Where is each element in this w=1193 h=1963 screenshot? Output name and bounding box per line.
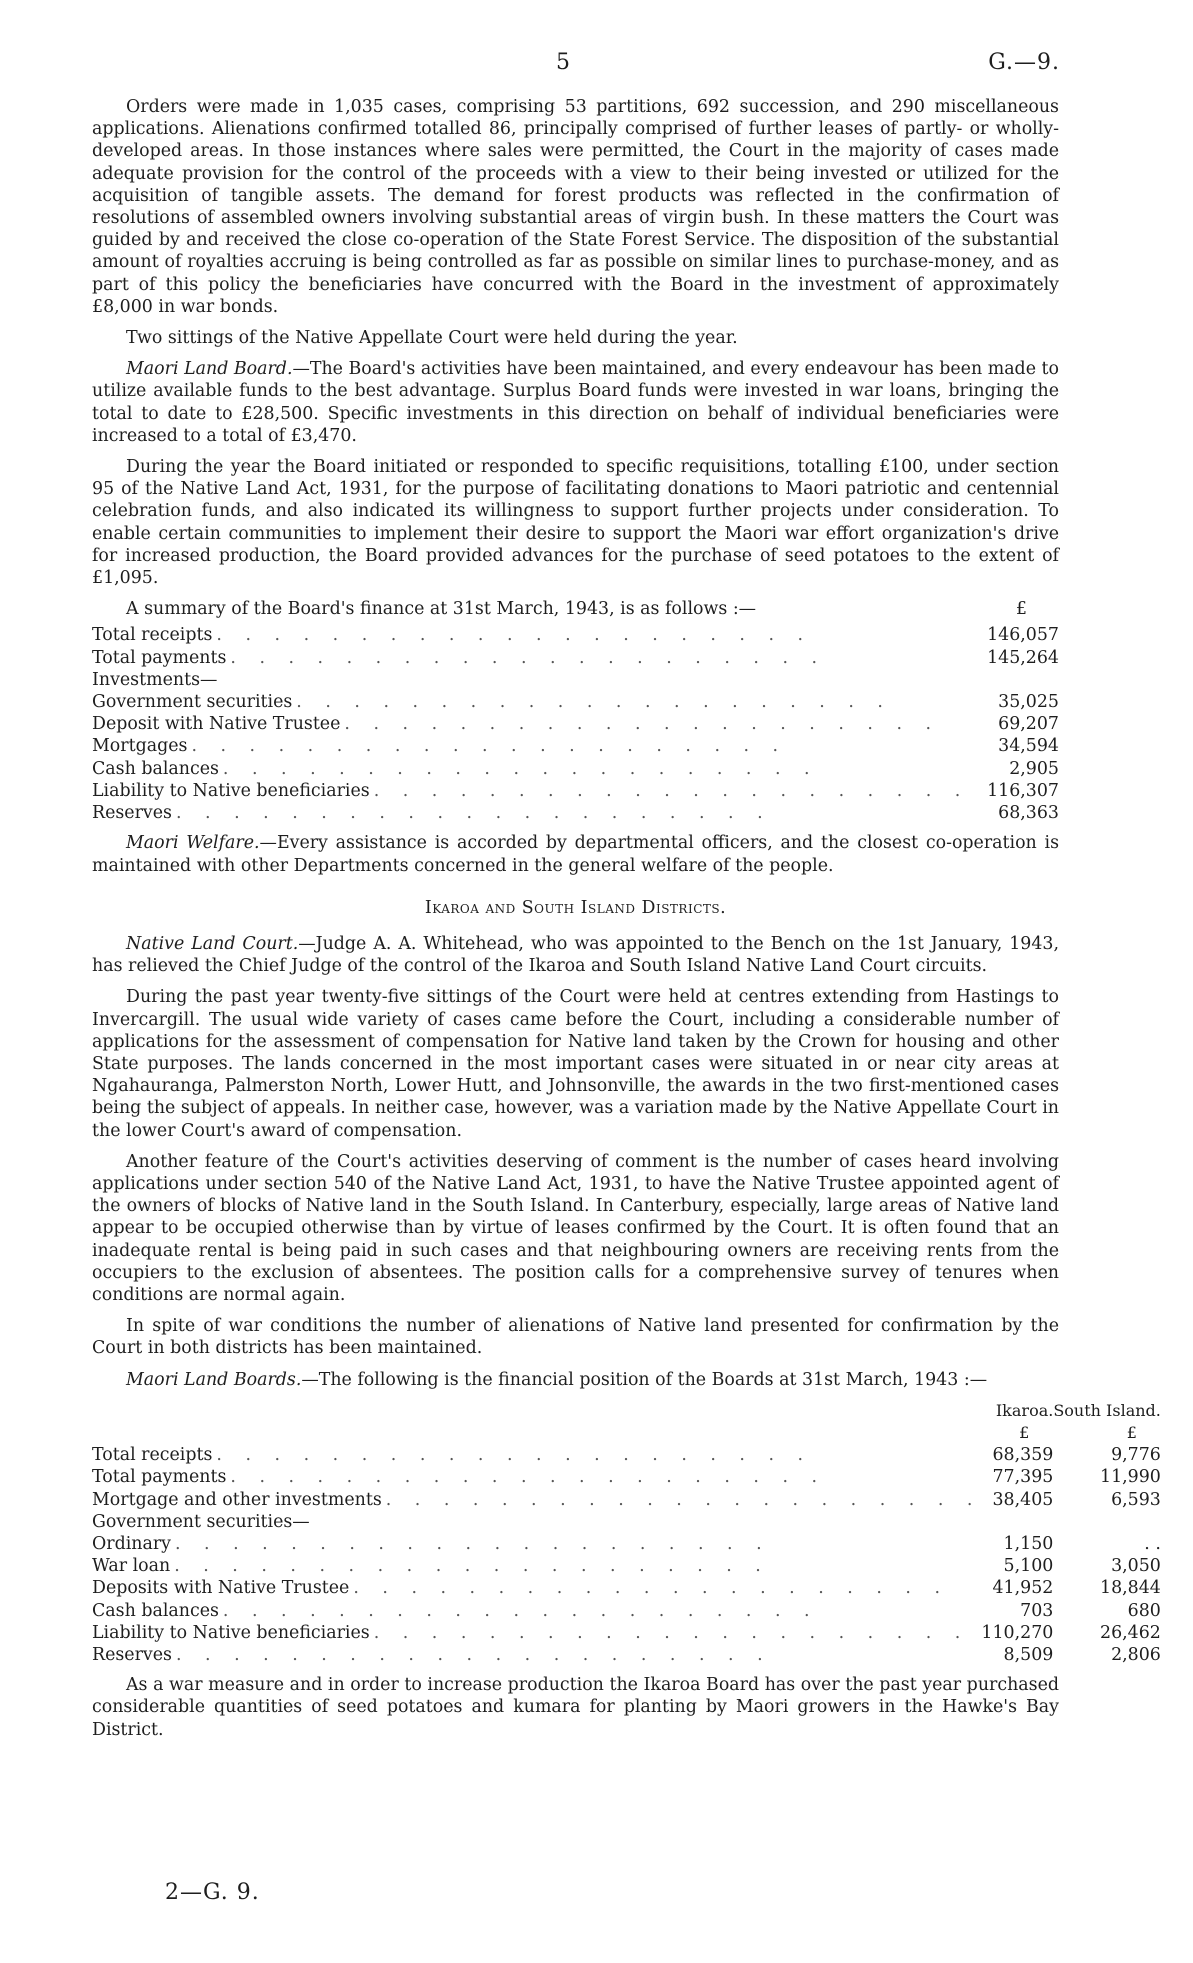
dot-leader: . . . . . . . . . . . . . . . . . . . . . [222,1600,819,1621]
paragraph-welfare: Maori Welfare.—Every assistance is accorded by departmental officers, and the closest co-operation is maintained with other Departments concerned in the general welfare of the people. [92,833,1060,876]
dot-leader: . . . . . . . . . . . . . . . . . . . . . [230,647,827,668]
dot-leader: . . . . . . . . . . . . . . . . . . . . . [174,1533,771,1554]
row-label: Total payments . . . . . . . . . . . . . . . . . . . . . [92,1467,827,1488]
ikaroa-value [981,1511,1053,1533]
dot-leader: . . . . . . . . . . . . . . . . . . . . . [373,780,970,801]
ikaroa-value: 703 [1020,1600,1054,1621]
row-label: Reserves . . . . . . . . . . . . . . . . . . . . . [92,803,772,824]
row-label: Mortgages . . . . . . . . . . . . . . . . . . . . . [92,736,788,757]
row-value: 145,264 [987,647,1059,668]
south-island-value [1053,1511,1193,1533]
paragraph-war-measure: As a war measure and in order to increase production the Ikaroa Board has over the past year purchased considerable quantities of seed potatoes and kumara for planting by Maori growers in the Hawke's Bay District. [92,1675,1059,1740]
dot-leader: . . . . . . . . . . . . . . . . . . . . . [174,1556,770,1577]
row-value: 35,025 [998,692,1059,713]
body-text [92,96,1161,1750]
paragraph-land-boards: Maori Land Boards.—The following is the financial position of the Boards at 31st March, 1943 :— [126,1369,988,1390]
column-header-south-island: South Island. [1053,1400,1161,1420]
ikaroa-value: 5,100 [1003,1556,1054,1577]
table-row [92,1555,1193,1577]
paragraph-section-540: Another feature of the Court's activities deserving of comment is the number of cases heard involving applications under section 540 of the Native Land Act, 1931, to have the Native Trustee appointed agent of the owners of blocks of Native land in the South Island. In Canterbury, especially, large areas of Native land appear to be occupied otherwise than by virtue of leases confirmed by the Court. It is often found that an inadequate rental is being paid in such cases and that neighbouring owners are receiving rents from the occupiers to the exclusion of absentees. The position calls for a comprehensive survey of tenures when conditions are normal again. [92,1151,1059,1305]
row-label: Deposits with Native Trustee . . . . . . . . . . . . . . . . . . . . . [92,1578,949,1599]
row-label: Total payments . . . . . . . . . . . . . . . . . . . . . [92,647,827,668]
paragraph-land-board: Maori Land Board.—The Board's activities have been maintained, and every endeavour has been made to utilize available funds to the best advantage. Surplus Board funds were invested in war loans, bringing the total to date to £28,500. Specific investments in this direction on behalf of individual beneficiaries were increased to a total of £3,470. [92,359,1060,446]
dot-leader: . . . . . . . . . . . . . . . . . . . . . [230,1467,827,1488]
row-label: Total receipts . . . . . . . . . . . . . . . . . . . . . [92,1445,813,1466]
row-label: Deposit with Native Trustee . . . . . . . . . . . . . . . . . . . . . [92,714,941,735]
currency-symbol: £ [1015,599,1027,620]
currency-symbol: £ [1126,1422,1137,1442]
south-island-value: 9,776 [1111,1445,1161,1466]
dot-leader: . . . . . . . . . . . . . . . . . . . . . [216,1445,813,1466]
paragraph-appellate: Two sittings of the Native Appellate Court were held during the year. [126,328,738,349]
paragraph-sittings: During the past year twenty-five sittings of the Court were held at centres extending from Hastings to Invercargill. The usual wide variety of cases came before the Court, including a considerable number of applications for the assessment of compensation for Native land taken by the Crown for housing and other State purposes. The lands concerned in the most important cases were situated in or near city areas at Ngahauranga, Palmerston North, Lower Hutt, and Johnsonville, the awards in the two first-mentioned cases being the subject of appeals. In neither case, however, was a variation made by the Native Appellate Court in the lower Court's award of compensation. [92,987,1059,1141]
ikaroa-value: 8,509 [1003,1645,1054,1665]
signature-mark: 2—G. 9. [165,1880,260,1905]
row-label: Liability to Native beneficiaries . . . . . . . . . . . . . . . . . . . . . [92,780,970,801]
table-row [92,647,1059,669]
table-row [92,758,1059,780]
paragraph-requisitions: During the year the Board initiated or responded to specific requisitions, totalling £100, under section 95 of the Native Land Act, 1931, for the purpose of facilitating donations to Maori patriotic and centennial celebration funds, and also indicated its willingness to support further projects under consideration. To enable certain communities to implement their desire to support the Maori war effort organization's drive for increased production, the Board provided advances for the purchase of seed potatoes to the extent of £1,095. [92,457,1059,589]
run-in-heading: Maori Land Board. [126,359,293,380]
document-reference: G.—9. [988,50,1060,75]
row-label: Government securities— [92,1511,981,1533]
south-island-value: 18,844 [1100,1578,1161,1599]
row-value: 69,207 [998,714,1059,735]
dot-leader: . . . . . . . . . . . . . . . . . . . . . [216,625,813,646]
row-value [969,669,1059,691]
run-in-heading: Maori Welfare. [126,833,260,854]
dot-leader: . . . . . . . . . . . . . . . . . . . . . [373,1622,970,1643]
board-finance-table [92,624,1059,824]
dot-leader: . . . . . . . . . . . . . . . . . . . . . [191,736,788,757]
table-row [92,802,1059,824]
row-label: Total receipts . . . . . . . . . . . . . . . . . . . . . [92,625,813,646]
column-header-ikaroa: Ikaroa. [995,1400,1054,1420]
boards-finance-table [92,1400,1193,1666]
ikaroa-value: 77,395 [992,1467,1054,1488]
dot-leader: . . . . . . . . . . . . . . . . . . . . . [385,1489,982,1510]
row-label: Cash balances . . . . . . . . . . . . . . . . . . . . . [92,758,819,779]
run-in-heading: Native Land Court. [126,933,299,954]
south-island-value: 680 [1127,1600,1161,1621]
table-row [92,780,1059,802]
ikaroa-value: 68,359 [992,1445,1054,1466]
summary-intro: A summary of the Board's finance at 31st March, 1943, is as follows :— £ [92,598,1059,620]
table-row [92,691,1059,713]
run-in-heading: Maori Land Boards. [126,1369,302,1390]
ikaroa-value: 1,150 [1003,1533,1054,1554]
dot-leader: . . . . . . . . . . . . . . . . . . . . . [344,714,941,735]
paragraph-orders: Orders were made in 1,035 cases, comprising 53 partitions, 692 succession, and 290 miscellaneous applications. Alienations confirmed totalled 86, principally comprised of further leases of partly- or wholly-developed areas. In those instances where sales were permitted, the Court in the majority of cases made adequate provision for the control of the proceeds with a view to their being invested or utilized for the acquisition of tangible assets. The demand for forest products was reflected in the confirmation of resolutions of assembled owners involving substantial areas of virgin bush. In these matters the Court was guided by and received the close co-operation of the State Forest Service. The disposition of the substantial amount of royalties accruing is being controlled as far as possible on similar lines to purchase-money, and as part of this policy the beneficiaries have concurred with the Board in the investment of approximately £8,000 in war bonds. [92,97,1059,317]
row-label: Reserves . . . . . . . . . . . . . . . . . . . . . [92,1645,772,1665]
table-column-headers [92,1400,1193,1422]
dot-leader: . . . . . . . . . . . . . . . . . . . . . [222,758,819,779]
row-label: Ordinary . . . . . . . . . . . . . . . . . . . . . [92,1533,771,1554]
row-label: Cash balances . . . . . . . . . . . . . . . . . . . . . [92,1600,819,1621]
table-row [92,1644,1193,1666]
page-number: 5 [556,50,570,75]
table-row [92,1444,1193,1466]
paragraph-alienations: In spite of war conditions the number of alienations of Native land presented for confirmation by the Court in both districts has been maintained. [92,1316,1059,1359]
row-label: Liability to Native beneficiaries . . . . . . . . . . . . . . . . . . . . . [92,1622,970,1643]
table-row [92,1466,1193,1488]
south-island-value: . . [1144,1533,1161,1554]
dot-leader: . . . . . . . . . . . . . . . . . . . . . [353,1578,949,1599]
table-row [92,669,1059,691]
table-row [92,624,1059,646]
south-island-value: 6,593 [1111,1489,1161,1510]
table-row [92,1489,1193,1511]
table-row [92,1600,1193,1622]
row-label: Investments— [92,669,969,691]
row-value: 34,594 [998,736,1059,757]
section-heading: Ikaroa and South Island Districts. [424,897,727,918]
row-value: 2,905 [1009,758,1059,779]
row-label: Mortgage and other investments . . . . . . . . . . . . . . . . . . . . . [92,1489,982,1510]
row-value: 68,363 [998,803,1059,824]
dot-leader: . . . . . . . . . . . . . . . . . . . . . [175,1645,772,1665]
ikaroa-value: 110,270 [981,1622,1054,1643]
south-island-value: 26,462 [1100,1622,1161,1643]
paragraph-native-land-court: Native Land Court.—Judge A. A. Whitehead, who was appointed to the Bench on the 1st January, 1943, has relieved the Chief Judge of the control of the Ikaroa and South Island Native Land Court circuits. [92,933,1059,977]
south-island-value: 11,990 [1100,1467,1161,1488]
row-label: War loan . . . . . . . . . . . . . . . . . . . . . [92,1556,770,1577]
row-label: Government securities . . . . . . . . . . . . . . . . . . . . . [92,692,892,713]
table-row [92,1577,1193,1599]
row-value: 116,307 [987,780,1059,801]
table-row [92,713,1059,735]
dot-leader: . . . . . . . . . . . . . . . . . . . . . [296,692,892,713]
dot-leader: . . . . . . . . . . . . . . . . . . . . . [175,803,772,824]
row-value: 146,057 [987,625,1059,646]
currency-symbol: £ [1019,1422,1030,1442]
table-row [92,1533,1193,1555]
south-island-value: 3,050 [1111,1556,1161,1577]
table-currency-row [92,1422,1193,1444]
table-row [92,1622,1193,1644]
table-row [92,1511,1193,1533]
table-row [92,735,1059,757]
ikaroa-value: 38,405 [992,1489,1054,1510]
ikaroa-value: 41,952 [992,1578,1054,1599]
south-island-value: 2,806 [1111,1645,1161,1665]
